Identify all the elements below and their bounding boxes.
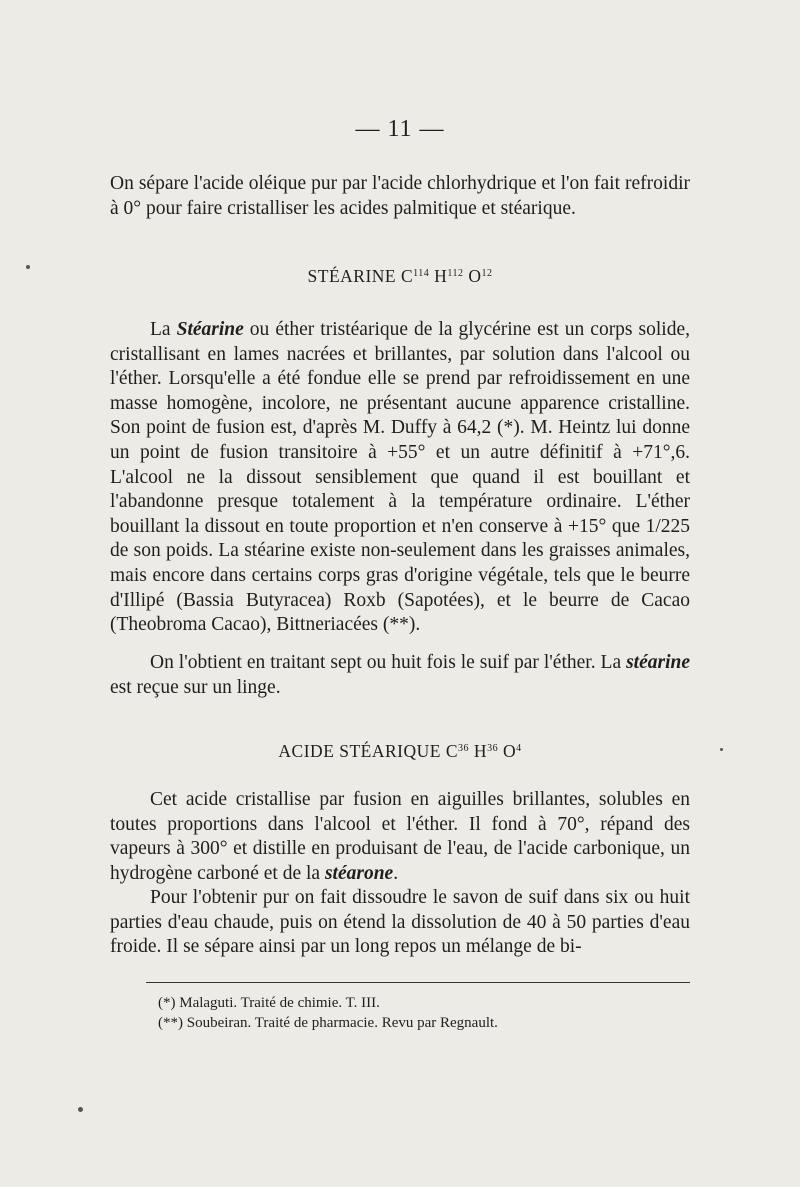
stearine-paragraph: La Stéarine ou éther tristéarique de la glycérine est un corps solide, cristallisant en lames nacrées et brillantes, par solution dans l'alcool ou l'éther. Lorsqu'elle a été fondue elle se prend par refroidissement en une masse homogène, incolore, ne présentant aucune apparence cristalline. Son point de fusion est, d'après M. Duffy à 64,2 (*). M. Heintz lui donne un point de fusion transitoire à +55° et un autre définitif à +71°,6. L'alcool ne la dissout sensiblement que quand il est bouillant et l'abandonne presque totalement à la température ordinaire. L'éther bouillant la dissout en toute proportion et n'en conserve à +15° que 1/225 de son poids. La stéarine existe non-seulement dans les graisses animales, mais encore dans certains corps gras d'origine végétale, tels que le beurre d'Illipé (Bassia Butyracea) Roxb (Sapotées), et le beurre de Cacao (Theobroma Cacao), Bittneriacées (**).	[110, 319, 690, 636]
footnote-divider	[146, 982, 690, 983]
paper-speck	[26, 265, 30, 269]
acide-paragraph-1: Cet acide cristallise par fusion en aiguilles brillantes, solubles en toutes proportions dans l'alcool et l'éther. Il fond à 70°, répand des vapeurs à 300° et distille en produisant de l'eau, de l'acide carbonique, un hydrogène carboné et de la stéarone.	[110, 789, 690, 884]
footnote-1: (*) Malaguti. Traité de chimie. T. III.	[158, 995, 380, 1011]
obtention-paragraph: On l'obtient en traitant sept ou huit fois le suif par l'éther. La stéarine est reçue sur un linge.	[110, 652, 690, 698]
section-title: STÉARINE	[307, 266, 397, 286]
intro-paragraph: On sépare l'acide oléique pur par l'acide chlorhydrique et l'on fait refroidir à 0° pour faire cristalliser les acides palmitique et stéarique.	[110, 173, 690, 219]
section-title: ACIDE STÉARIQUE	[278, 741, 441, 761]
chemical-formula: $C^{36}$ $H^{36}$ $O^4$	[445, 741, 522, 761]
section-heading-acide-stearique	[0, 741, 800, 762]
paper-speck	[78, 1107, 83, 1112]
acide-paragraph-2: Pour l'obtenir pur on fait dissoudre le savon de suif dans six ou huit parties d'eau chaude, puis on étend la dissolution de 40 à 50 parties d'eau froide. Il se sépare ainsi par un long repos un mélange de bi-	[110, 887, 690, 958]
section-heading-stearine	[0, 266, 800, 287]
chemical-formula: $C^{114}$ $H^{112}$ $O^{12}$	[400, 266, 493, 286]
page-number: — 11 —	[355, 116, 445, 142]
paper-speck	[720, 748, 723, 751]
footnote-2: (**) Soubeiran. Traité de pharmacie. Revu par Regnault.	[158, 1015, 498, 1031]
